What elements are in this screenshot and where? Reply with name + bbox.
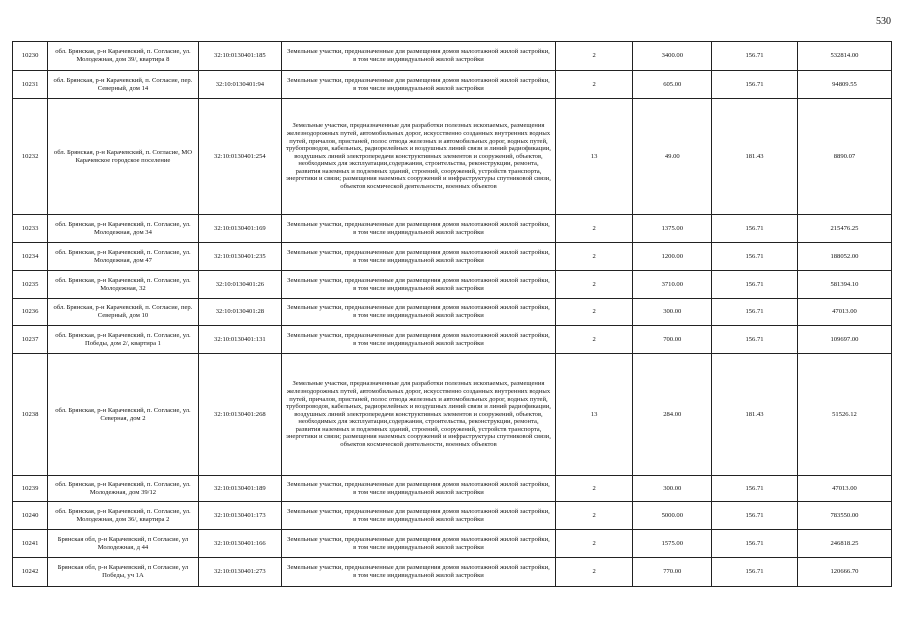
row-id: 10238: [13, 354, 48, 476]
row-cadastral-value: 246818.25: [797, 530, 891, 558]
row-cadastral-number: 32:10:0130401:169: [198, 215, 281, 243]
row-land-purpose: Земельные участки, предназначенные для размещения домов малоэтажной жилой застройки, в том числе индивидуальной жилой застройки: [282, 558, 556, 587]
row-cadastral-value: 215476.25: [797, 215, 891, 243]
row-rate: 156.71: [712, 326, 798, 354]
row-land-purpose: Земельные участки, предназначенные для размещения домов малоэтажной жилой застройки, в том числе индивидуальной жилой застройки: [282, 71, 556, 99]
row-land-purpose: Земельные участки, предназначенные для размещения домов малоэтажной жилой застройки, в том числе индивидуальной жилой застройки: [282, 243, 556, 271]
row-land-purpose: Земельные участки, предназначенные для размещения домов малоэтажной жилой застройки, в том числе индивидуальной жилой застройки: [282, 42, 556, 71]
row-rate: 181.43: [712, 99, 798, 215]
row-cadastral-value: 51526.12: [797, 354, 891, 476]
row-cadastral-number: 32:10:0130401:189: [198, 476, 281, 502]
row-area: 1575.00: [633, 530, 712, 558]
row-land-purpose: Земельные участки, предназначенные для разработки полезных ископаемых, размещения железнодорожных путей, автомобильных дорог, искусственно созданных внутренних водных путей, причалов, пристаней, полос отвода железных и автомобильных дорог, водных путей, трубопроводов, кабельных, радиорелейных и воздушных линий связи и линий радиофикации, воздушных линий электропередачи конструктивных элементов и сооружений, объектов, необходимых для эксплуатации,содержания, строительства, реконструкции, ремонта, развития наземных и подземных зданий, строений, сооружений, устройств транспорта, энергетики и связи; размещения наземных сооружений и инфраструктуры спутниковой связи, объектов космической деятельности, военных объектов: [282, 354, 556, 476]
row-cadastral-number: 32:10:0130401:166: [198, 530, 281, 558]
row-address: обл. Брянская, р-н Карачевский, п. Согласие, пер. Северный, дом 14: [48, 71, 198, 99]
row-type-code: 13: [555, 354, 633, 476]
row-cadastral-number: 32:10:0130401:273: [198, 558, 281, 587]
row-cadastral-number: 32:10:0130401:26: [198, 271, 281, 299]
row-cadastral-number: 32:10:0130401:173: [198, 502, 281, 530]
row-cadastral-number: 32:10:0130401:28: [198, 299, 281, 326]
row-cadastral-number: 32:10:0130401:254: [198, 99, 281, 215]
row-id: 10231: [13, 71, 48, 99]
row-rate: 156.71: [712, 502, 798, 530]
row-area: 1200.00: [633, 243, 712, 271]
row-cadastral-value: 109697.00: [797, 326, 891, 354]
row-address: обл. Брянская, р-н Карачевский, п. Согласие, МО Карачевское городское поселение: [48, 99, 198, 215]
row-land-purpose: Земельные участки, предназначенные для размещения домов малоэтажной жилой застройки, в том числе индивидуальной жилой застройки: [282, 502, 556, 530]
row-land-purpose: Земельные участки, предназначенные для разработки полезных ископаемых, размещения железнодорожных путей, автомобильных дорог, искусственно созданных внутренних водных путей, причалов, пристаней, полос отвода железных и автомобильных дорог, водных путей, трубопроводов, кабельных, радиорелейных и воздушных линий связи и линий радиофикации, воздушных линий электропередачи конструктивных элементов и сооружений, объектов, необходимых для эксплуатации,содержания, строительства, реконструкции, ремонта, развития наземных и подземных зданий, строений, сооружений, устройств транспорта, энергетики и связи; размещения наземных сооружений и инфраструктуры спутниковой связи, объектов космической деятельности, военных объектов: [282, 99, 556, 215]
table-row: [13, 99, 892, 215]
row-type-code: 2: [555, 476, 633, 502]
row-type-code: 2: [555, 271, 633, 299]
row-type-code: 2: [555, 502, 633, 530]
row-id: 10236: [13, 299, 48, 326]
row-cadastral-number: 32:10:0130401:131: [198, 326, 281, 354]
row-rate: 156.71: [712, 71, 798, 99]
table-row: [13, 502, 892, 530]
table-row: [13, 42, 892, 71]
table-row: [13, 558, 892, 587]
row-rate: 181.43: [712, 354, 798, 476]
row-area: 284.00: [633, 354, 712, 476]
page-number: 530: [876, 16, 891, 27]
row-rate: 156.71: [712, 215, 798, 243]
table-row: [13, 271, 892, 299]
table-row: [13, 243, 892, 271]
table-row: [13, 354, 892, 476]
row-id: 10240: [13, 502, 48, 530]
row-type-code: 2: [555, 42, 633, 71]
row-land-purpose: Земельные участки, предназначенные для размещения домов малоэтажной жилой застройки, в том числе индивидуальной жилой застройки: [282, 326, 556, 354]
row-cadastral-value: 47013.00: [797, 476, 891, 502]
row-rate: 156.71: [712, 530, 798, 558]
row-address: обл. Брянская, р-н Карачевский, п. Согласие, ул. Молодежная, дом 47: [48, 243, 198, 271]
row-rate: 156.71: [712, 299, 798, 326]
row-area: 770.00: [633, 558, 712, 587]
table-row: [13, 326, 892, 354]
row-area: 700.00: [633, 326, 712, 354]
table-row: [13, 530, 892, 558]
table-row: [13, 215, 892, 243]
row-address: обл. Брянская, р-н Карачевский, п. Согласие, пер. Северный, дом 10: [48, 299, 198, 326]
row-land-purpose: Земельные участки, предназначенные для размещения домов малоэтажной жилой застройки, в том числе индивидуальной жилой застройки: [282, 530, 556, 558]
land-registry-table: [12, 41, 892, 587]
row-area: 605.00: [633, 71, 712, 99]
row-address: обл. Брянская, р-н Карачевский, п. Согласие, ул. Молодежная, дом 34: [48, 215, 198, 243]
row-address: обл. Брянская, р-н Карачевский, п. Согласие, ул. Северная, дом 2: [48, 354, 198, 476]
row-area: 300.00: [633, 299, 712, 326]
row-cadastral-value: 8890.07: [797, 99, 891, 215]
row-cadastral-number: 32:10:0130401:94: [198, 71, 281, 99]
row-land-purpose: Земельные участки, предназначенные для размещения домов малоэтажной жилой застройки, в том числе индивидуальной жилой застройки: [282, 271, 556, 299]
row-cadastral-number: 32:10:0130401:268: [198, 354, 281, 476]
row-type-code: 2: [555, 530, 633, 558]
row-cadastral-value: 94809.55: [797, 71, 891, 99]
row-type-code: 2: [555, 299, 633, 326]
row-id: 10234: [13, 243, 48, 271]
row-cadastral-value: 783550.00: [797, 502, 891, 530]
row-address: обл. Брянская, р-н Карачевский, п. Согласие, ул. Победы, дом 2/, квартира 1: [48, 326, 198, 354]
row-address: обл. Брянская, р-н Карачевский, п. Согласие, ул. Молодежная, 32: [48, 271, 198, 299]
row-type-code: 2: [555, 326, 633, 354]
row-rate: 156.71: [712, 243, 798, 271]
row-address: обл. Брянская, р-н Карачевский, п. Согласие, ул. Молодежная, дом 39/12: [48, 476, 198, 502]
row-area: 3400.00: [633, 42, 712, 71]
row-cadastral-value: 532814.00: [797, 42, 891, 71]
row-type-code: 2: [555, 215, 633, 243]
row-cadastral-value: 188052.00: [797, 243, 891, 271]
row-type-code: 13: [555, 99, 633, 215]
row-land-purpose: Земельные участки, предназначенные для размещения домов малоэтажной жилой застройки, в том числе индивидуальной жилой застройки: [282, 476, 556, 502]
row-id: 10235: [13, 271, 48, 299]
row-area: 1375.00: [633, 215, 712, 243]
row-address: Брянская обл, р-н Карачевский, п Согласие, ул Молодежная, д 44: [48, 530, 198, 558]
row-area: 300.00: [633, 476, 712, 502]
row-rate: 156.71: [712, 558, 798, 587]
row-address: обл. Брянская, р-н Карачевский, п. Согласие, ул. Молодежная, дом 36/, квартира 2: [48, 502, 198, 530]
row-address: обл. Брянская, р-н Карачевский, п. Согласие, ул. Молодежная, дом 39/, квартира 8: [48, 42, 198, 71]
row-area: 5000.00: [633, 502, 712, 530]
row-cadastral-number: 32:10:0130401:185: [198, 42, 281, 71]
table-row: [13, 476, 892, 502]
row-id: 10239: [13, 476, 48, 502]
row-rate: 156.71: [712, 271, 798, 299]
row-land-purpose: Земельные участки, предназначенные для размещения домов малоэтажной жилой застройки, в том числе индивидуальной жилой застройки: [282, 215, 556, 243]
registry-body: [13, 42, 892, 587]
row-id: 10241: [13, 530, 48, 558]
table-row: [13, 71, 892, 99]
row-id: 10237: [13, 326, 48, 354]
table-row: [13, 299, 892, 326]
row-type-code: 2: [555, 71, 633, 99]
row-id: 10242: [13, 558, 48, 587]
row-id: 10230: [13, 42, 48, 71]
row-area: 49.00: [633, 99, 712, 215]
row-rate: 156.71: [712, 476, 798, 502]
row-cadastral-value: 120666.70: [797, 558, 891, 587]
row-cadastral-value: 47013.00: [797, 299, 891, 326]
row-id: 10232: [13, 99, 48, 215]
row-type-code: 2: [555, 558, 633, 587]
row-type-code: 2: [555, 243, 633, 271]
row-cadastral-number: 32:10:0130401:235: [198, 243, 281, 271]
row-id: 10233: [13, 215, 48, 243]
row-cadastral-value: 581394.10: [797, 271, 891, 299]
row-address: Брянская обл, р-н Карачевский, п Согласие, ул Победы, уч 1А: [48, 558, 198, 587]
row-land-purpose: Земельные участки, предназначенные для размещения домов малоэтажной жилой застройки, в том числе индивидуальной жилой застройки: [282, 299, 556, 326]
row-area: 3710.00: [633, 271, 712, 299]
row-rate: 156.71: [712, 42, 798, 71]
